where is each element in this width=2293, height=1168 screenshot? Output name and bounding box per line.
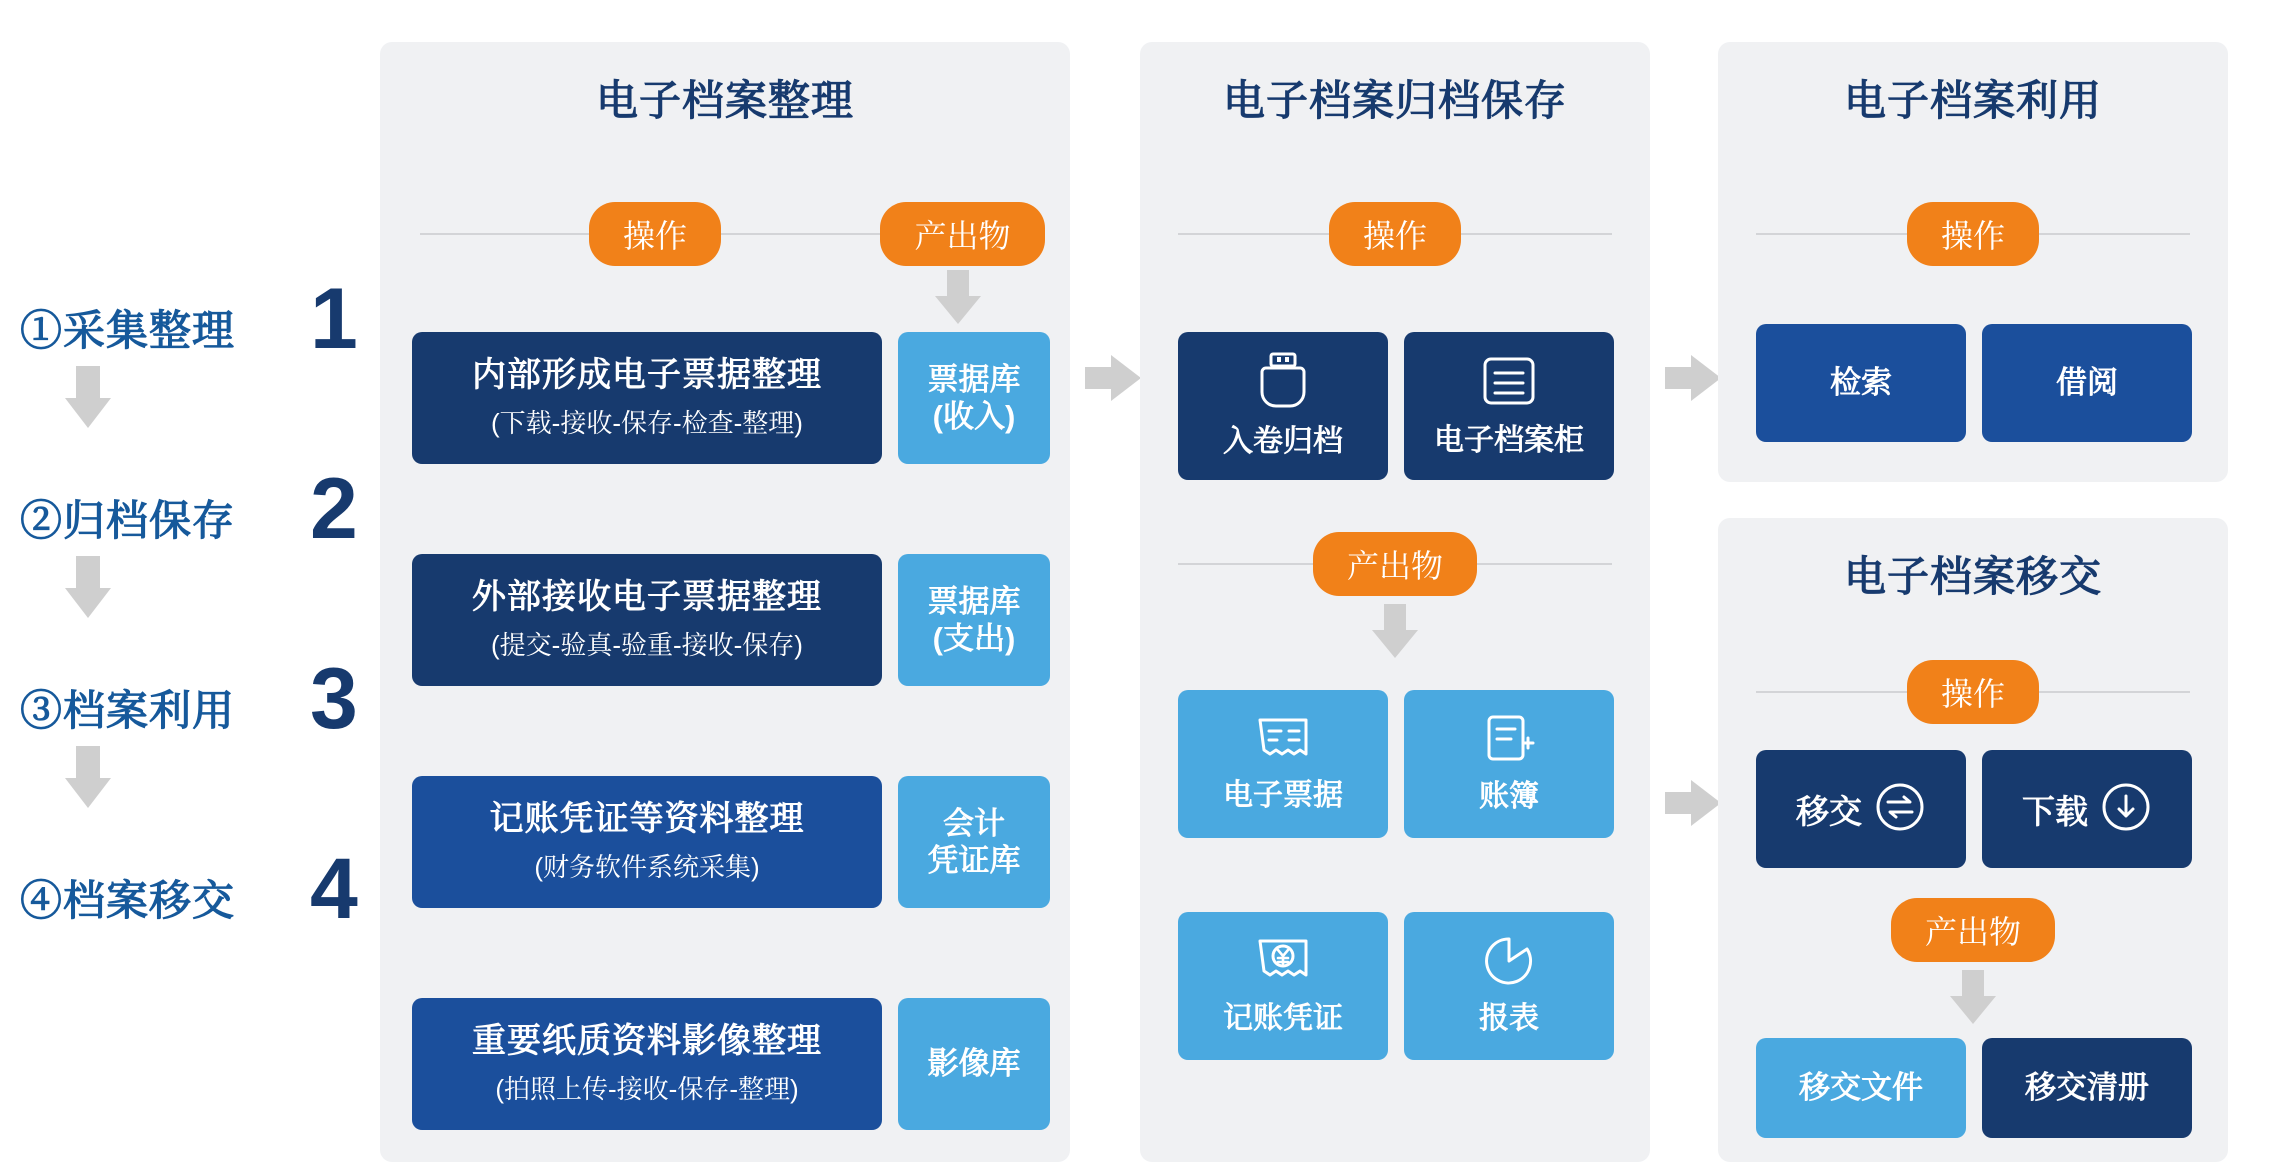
right-arrow-icon xyxy=(1665,780,1721,826)
card-roll-archive[interactable] xyxy=(1178,332,1388,480)
card-output-accounting-voucher[interactable] xyxy=(1178,912,1388,1060)
card-line2: (支出) xyxy=(932,621,1016,656)
card-label: 报表 xyxy=(1479,1002,1539,1035)
card-title: 记账凭证等资料整理 xyxy=(489,799,805,838)
step-row xyxy=(10,651,370,850)
card-title: 外部接收电子票据整理 xyxy=(472,577,822,616)
card-subtitle: (财务软件系统采集) xyxy=(534,852,760,883)
step-label-1: ①采集整理 xyxy=(20,307,236,354)
step-row xyxy=(10,461,370,660)
divider xyxy=(2039,233,2190,235)
card-external-einvoice[interactable] xyxy=(412,554,882,686)
card-label: 移交文件 xyxy=(1799,1070,1923,1106)
card-label: 电子票据 xyxy=(1223,779,1343,812)
pill-output: 产出物 xyxy=(1891,898,2055,962)
card-label: 借阅 xyxy=(2056,365,2118,401)
card-internal-einvoice[interactable] xyxy=(412,332,882,464)
panel-archiving-title: 电子档案归档保存 xyxy=(1222,77,1567,124)
step-label-4: ④档案移交 xyxy=(20,877,236,924)
pill-row-operation xyxy=(420,202,890,266)
card-output-ledger[interactable] xyxy=(1404,690,1614,838)
down-arrow-icon xyxy=(65,556,111,620)
e-invoice-icon xyxy=(1255,714,1311,764)
step-number-3: 3 xyxy=(310,651,358,747)
pill-row-operation xyxy=(1178,202,1612,266)
divider xyxy=(1178,563,1313,565)
yuan-voucher-icon xyxy=(1255,935,1311,987)
down-arrow-icon xyxy=(1372,604,1418,660)
card-transfer-file[interactable] xyxy=(1756,1038,1966,1138)
card-output-image-lib[interactable] xyxy=(898,998,1050,1130)
step-rail xyxy=(10,271,370,1040)
card-subtitle: (提交-验真-验重-接收-保存) xyxy=(491,630,803,661)
right-arrow-icon xyxy=(1085,355,1141,401)
card-output-accounting-voucher-lib[interactable] xyxy=(898,776,1050,908)
card-output-report[interactable] xyxy=(1404,912,1614,1060)
step-number-2: 2 xyxy=(310,461,358,557)
pill-operation: 操作 xyxy=(1907,660,2039,724)
card-voucher-arrangement[interactable] xyxy=(412,776,882,908)
card-subtitle: (拍照上传-接收-保存-整理) xyxy=(495,1074,799,1105)
panel-arrangement-title: 电子档案整理 xyxy=(595,77,854,124)
down-arrow-icon xyxy=(65,746,111,810)
card-label: 记账凭证 xyxy=(1223,1002,1343,1035)
archive-cabinet-icon xyxy=(1481,353,1537,409)
pill-operation: 操作 xyxy=(1329,202,1461,266)
pill-row-output xyxy=(875,202,1050,266)
card-label: 账簿 xyxy=(1479,780,1539,813)
download-arrow-icon xyxy=(2100,781,2152,838)
down-arrow-icon xyxy=(1950,970,1996,1026)
card-line1: 票据库 xyxy=(927,583,1021,619)
card-line2: 凭证库 xyxy=(927,843,1021,878)
step-number-1: 1 xyxy=(310,271,358,367)
divider xyxy=(1756,691,1907,693)
divider xyxy=(721,233,890,235)
right-arrow-icon xyxy=(1665,355,1721,401)
panel-utilization-title: 电子档案利用 xyxy=(1843,77,2102,124)
transfer-arrows-icon xyxy=(1874,781,1926,838)
pill-row-output xyxy=(1858,898,2088,962)
card-e-archive-cabinet[interactable] xyxy=(1404,332,1614,480)
card-borrow[interactable] xyxy=(1982,324,2192,442)
card-label: 检索 xyxy=(1830,365,1892,401)
down-arrow-icon xyxy=(935,270,981,326)
down-arrow-icon xyxy=(65,366,111,430)
panel-transfer xyxy=(1718,518,2228,1162)
usb-drive-icon xyxy=(1256,352,1310,410)
panel-arrangement xyxy=(380,42,1070,1162)
card-label: 移交 xyxy=(1796,792,1862,830)
card-label: 移交清册 xyxy=(2025,1070,2149,1106)
pill-row-operation xyxy=(1756,660,2190,724)
divider xyxy=(420,233,589,235)
panel-archiving xyxy=(1140,42,1650,1162)
card-transfer-list[interactable] xyxy=(1982,1038,2192,1138)
panel-transfer-title: 电子档案移交 xyxy=(1843,553,2102,600)
card-transfer[interactable] xyxy=(1756,750,1966,868)
divider xyxy=(1477,563,1612,565)
pill-row-operation xyxy=(1756,202,2190,266)
card-subtitle: (下载-接收-保存-检查-整理) xyxy=(491,408,803,439)
pill-row-output xyxy=(1178,532,1612,596)
card-label: 下载 xyxy=(2022,792,2088,830)
pill-output: 产出物 xyxy=(1313,532,1477,596)
divider xyxy=(2039,691,2190,693)
divider xyxy=(1178,233,1329,235)
pill-operation: 操作 xyxy=(1907,202,2039,266)
step-row xyxy=(10,841,370,1040)
step-label-3: ③档案利用 xyxy=(20,687,236,734)
card-download[interactable] xyxy=(1982,750,2192,868)
card-label: 入卷归档 xyxy=(1223,425,1343,458)
step-row xyxy=(10,271,370,470)
card-line1: 影像库 xyxy=(927,1046,1021,1082)
divider xyxy=(1756,233,1907,235)
panel-utilization xyxy=(1718,42,2228,482)
card-line1: 会计 xyxy=(943,805,1005,841)
card-output-e-invoice[interactable] xyxy=(1178,690,1388,838)
card-line1: 票据库 xyxy=(927,361,1021,397)
pill-operation: 操作 xyxy=(589,202,721,266)
card-search[interactable] xyxy=(1756,324,1966,442)
step-label-2: ②归档保存 xyxy=(20,497,236,544)
card-output-invoice-income[interactable] xyxy=(898,332,1050,464)
card-paper-image-arrangement[interactable] xyxy=(412,998,882,1130)
card-title: 重要纸质资料影像整理 xyxy=(472,1021,822,1060)
divider xyxy=(1461,233,1612,235)
pie-chart-icon xyxy=(1483,935,1535,987)
step-number-4: 4 xyxy=(310,841,358,937)
card-title: 内部形成电子票据整理 xyxy=(472,355,822,394)
pill-output: 产出物 xyxy=(880,202,1044,266)
card-output-invoice-expense[interactable] xyxy=(898,554,1050,686)
card-line2: (收入) xyxy=(932,399,1016,434)
card-label: 电子档案柜 xyxy=(1434,424,1584,457)
ledger-book-icon xyxy=(1481,713,1537,765)
